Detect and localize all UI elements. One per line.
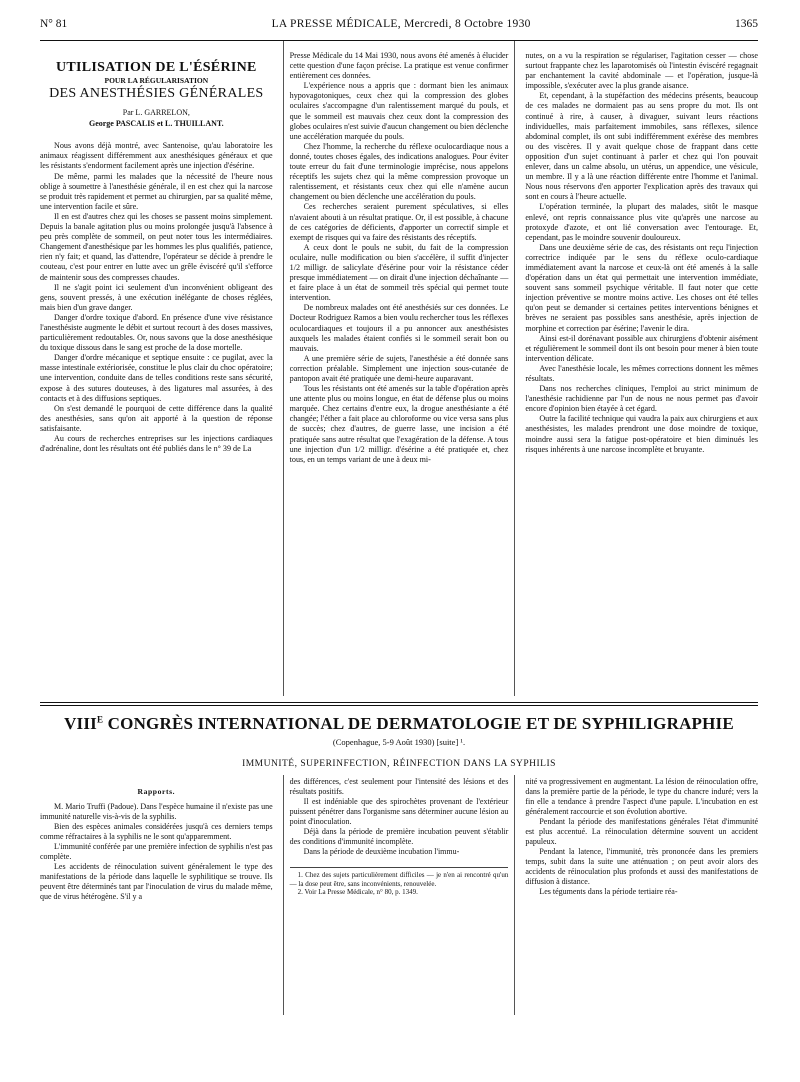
paragraph: Les accidents de réinoculation suivent généralement le type des manifestations de la période dans laquelle le syphilitique se trouve. Ils peuvent être déterminés tant par l'inoculation de virus du malade même, que de virus hétérogène. S'il y a: [40, 862, 273, 901]
paragraph: des différences, c'est seulement pour l'intensité des lésions et des résultats positifs.: [289, 777, 509, 796]
paragraph: Déjà dans la période de première incubation peuvent s'établir des conditions d'immunité incomplète.: [289, 827, 509, 846]
authors-line2: George PASCALIS et L. THUILLANT.: [88, 119, 224, 129]
congress-column-3: [525, 775, 758, 1015]
footnote: 2. Voir La Presse Médicale, n° 80, p. 1349.: [297, 888, 418, 897]
paragraph: Presse Médicale du 14 Mai 1930, nous avons été amenés à élucider cette question d'une façon précise. La pratique est venue confirmer entièrement ces données.: [289, 51, 509, 81]
article-columns: [40, 41, 758, 696]
paragraph: Au cours de recherches entreprises sur les injections cardiaques d'adrénaline, dont les résultats ont été publiés dans le n° 39 de La: [40, 434, 273, 454]
paragraph: De même, parmi les malades que la nécessité de l'heure nous oblige à soumettre à l'anesthésie générale, il en est chez qui la narcose se produit très rapidement et permet au chirurgien, par sa qualité même, une intervention facile et sûre.: [40, 171, 273, 211]
paragraph: Pendant la période des manifestations générales l'état d'immunité est plus accentué. La réinoculation détermine souvent un accident papuleux.: [525, 817, 758, 846]
paragraph: A ceux dont le pouls ne subit, du fait de la compression oculaire, nulle modification ou bien s'accélère, il suffit d'injecter 1/2 milligr. de salicylate d'ésérine pour voir la résistance céder presque immédiatement — on dirait d'une injection déchaînante — et faire place à un état de sommeil très spécial qui permet toute intervention.: [289, 242, 509, 303]
page-number: 1365: [735, 18, 758, 30]
paragraph: Danger d'ordre toxique d'abord. En présence d'une vive résistance l'anesthésiste augmente le débit et surtout recourt à des doses massives, particulièrement redoutables. Or, nous savons que la dose anesthésique du toxique dissous dans le sang est proche de la dose mortelle.: [40, 312, 273, 353]
section-rule: [40, 702, 758, 706]
section-heading: IMMUNITÉ, SUPERINFECTION, RÉINFECTION DANS LA SYPHILIS: [242, 759, 556, 769]
paragraph: L'expérience nous a appris que : dormant bien les animaux hypovagotoniques, ceux chez qui la compression des globes oculaires s'accompagne d'un ralentissement marqué du pouls, et que le sommeil est mauvais chez ceux dont la compression des globes oculaires n'est suivie d'aucun changement ou bien déclenche une accélération marquée du pouls.: [289, 81, 509, 141]
issue-number: N° 81: [40, 18, 68, 30]
paragraph: L'opération terminée, la plupart des malades, sitôt le masque enlevé, ont repris connaissance plus vite qu'après une narcose au protoxyde d'azote, et ont lié conversation avec l'entourage. Et, cependant, pas le moindre souvenir douloureux.: [525, 202, 758, 242]
congress-title: [40, 714, 758, 734]
article-column-3: [525, 41, 758, 696]
paragraph: Il est indéniable que des spirochètes provenant de l'extérieur puissent pénétrer dans l'organisme sans déterminer aucune lésion au point d'inoculation.: [289, 797, 509, 826]
article-authors: [40, 107, 273, 129]
authors-line1: Par L. GARRELON,: [122, 108, 190, 118]
congress-title-text: CONGRÈS INTERNATIONAL DE DERMATOLOGIE ET DE SYPHILIGRAPHIE: [103, 714, 734, 733]
paragraph: Et, cependant, à la stupéfaction des médecins présents, beaucoup de ces malades ne dormaient pas au sens propre du mot. Ils ont continué à rire, à causer, à divaguer, suivant leurs réactions individuelles, mais parfaitement immobiles, sans réflexes, silence abdominal complet, ils ont subi indifféremment exérèse des membres ou des viscères. Il y avait quelque chose de frappant dans cette opposition d'un sujet continuant à parler et chez qui l'on pouvait enlever, dans un calme absolu, un utérus, un appendice, une vésicule, un membre. Il y a là une réaction différente entre l'homme et l'animal. Nous nous réservons d'en apporter l'explication après des travaux qui sont en cours à l'heure actuelle.: [525, 91, 758, 202]
paragraph: On s'est demandé le pourquoi de cette différence dans la qualité des anesthésies, sans qu'on ait apporté à la question de réponse satisfaisante.: [40, 403, 273, 433]
congress-title-sup: E: [97, 714, 104, 725]
paragraph: Ces recherches seraient purement spéculatives, si elles n'avaient abouti à un résultat pratique. Or, il est possible, à chacune de ces catégories de déficients, d'apporter un correctif simple et exempt de risques qui va faire des résistants des réceptifs.: [289, 202, 509, 242]
article-column-2: [283, 41, 516, 696]
paragraph: Dans la période de deuxième incubation l'immu-: [303, 847, 460, 856]
paragraph: Pendant la latence, l'immunité, très prononcée dans les premiers temps, subit dans la suite une atténuation ; on peut avoir alors des accidents de réinoculation plus profonds et aussi des manifestations de diffusion à distance.: [525, 847, 758, 886]
paragraph: A une première série de sujets, l'anesthésie a été donnée sans correction préalable. Simplement une injection sous-cutanée de pantopon avait été pratiquée une demi-heure auparavant.: [289, 353, 509, 383]
page-header: [40, 18, 758, 38]
paragraph: Dans une deuxième série de cas, des résistants ont reçu l'injection correctrice indiquée par le sens du réflexe oculo-cardiaque immédiatement avant la narcose et ceux-là ont été amenés à la salle d'opération dans un état qui permettait une intervention immédiate, souvent sans sommeil psychique véritable. Il faut noter que cette injection préventive se montre moins active. Les choses ont été telles qu'on peut se demander si certaines petites interventions bénignes et brèves ne seraient pas possibles sans anesthésie, après injection de morphine et correction par ésérine; l'avenir le dira.: [525, 242, 758, 333]
paragraph: Nous avons déjà montré, avec Santenoise, qu'au laboratoire les animaux réagissent différemment aux anesthésiques généraux et que les résistants s'endorment facilement après une injection d'ésérine.: [40, 141, 273, 171]
paragraph: Ainsi est-il dorénavant possible aux chirurgiens d'obtenir aisément et régulièrement le sommeil dont ils ont besoin pour mener à bien toute intervention délicate.: [525, 333, 758, 363]
article-title-line1: UTILISATION DE L'ÉSÉRINE: [55, 60, 257, 75]
paragraph: Danger d'ordre mécanique et septique ensuite : ce pugilat, avec la masse intestinale extériorisée, constitue le plus clair du choc opératoire; une intervention, conduite dans de telles conditions reste sans sécurité, expose à des sutures douteuses, à des ligatures mal assurées, à des contacts et à des diffusions septiques.: [40, 353, 273, 403]
paragraph: De nombreux malades ont été anesthésiés sur ces données. Le Docteur Rodriguez Ramos a bien voulu rechercher tous les réflexes oculocardiaques et toujours il a pu annoncer aux anesthésistes auxquels les malades étaient confiés si le sommeil serait bon ou mauvais.: [289, 303, 509, 353]
article-title-line2: POUR LA RÉGULARISATION: [104, 76, 209, 86]
congress-subtitle: (Copenhague, 5-9 Août 1930) [suite] ¹.: [332, 737, 466, 747]
footnote: 1. Chez des sujets particulièrement difficiles — je n'en ai rencontré qu'un — la dose peut être, sans inconvénients, renouvelée.: [289, 871, 509, 888]
congress-columns: [40, 775, 758, 1015]
rapports-heading: Rapports.: [137, 787, 176, 796]
footnotes: [290, 867, 509, 897]
paragraph: Avec l'anesthésie locale, les mêmes corrections donnent les mêmes résultats.: [525, 363, 758, 383]
congress-column-1: [40, 775, 273, 1015]
paragraph: Dans nos recherches cliniques, l'emploi au strict minimum de l'anesthésie rachidienne par l'un de nous ne nous permet pas d'avoir encore d'opinion bien étayée à cet égard.: [525, 384, 758, 414]
article-column-1: [40, 41, 273, 696]
paragraph: nité va progressivement en augmentant. La lésion de réinoculation offre, dans la première partie de la période, le type du chancre induré; vers la fin elle a tendance à prendre l'aspect d'une papule. L'incubation en est généralement raccourcie et son évolution abortive.: [525, 777, 758, 816]
paragraph: M. Mario Truffi (Padoue). Dans l'espèce humaine il n'existe pas une immunité naturelle vis-à-vis de la syphilis.: [40, 802, 273, 821]
paragraph: Outre la facilité technique qui vaudra la paix aux chirurgiens et aux anesthésistes, les malades prendront une dose moindre de toxique, moindre aussi sera la fatigue post-opératoire et bien diminués les risques inhérents à une narcose incomplète et bruyante.: [525, 414, 758, 454]
paragraph: L'immunité conférée par une première infection de syphilis n'est pas complète.: [40, 842, 273, 861]
paragraph: Bien des espèces animales considérées jusqu'à ces derniers temps comme réfractaires à la syphilis ne le sont qu'apparemment.: [40, 822, 273, 841]
congress-title-ordinal: VIII: [64, 714, 98, 733]
article-title: [40, 60, 273, 102]
paragraph: Chez l'homme, la recherche du réflexe oculocardiaque nous a donné, toutes choses égales, des indications analogues. Pour éviter toute erreur du fait d'une terminologie imprécise, nous appelons réceptifs les sujets chez qui la même compression provoque un ralentissement, et résistants ceux chez qui elle n'amène aucun changement ou bien déclenche une accélération du pouls.: [289, 141, 509, 202]
paragraph: Tous les résistants ont été amenés sur la table d'opération après une attente plus ou moins longue, en état de défense plus ou moins marquée. Chez certains d'entre eux, la drogue anesthésiante a été changée; l'éther a fait place au chloroforme ou vice versa sans plus de succès; chez d'autres, de guerre lasse, une incision a été pratiquée sans autre résultat que l'exagération de la défense. A tous une injection d'un 1/2 milligr. d'ésérine a été pratiquée et, chez tous, en un temps variant de une à deux mi-: [289, 384, 509, 464]
paragraph: Il ne s'agit point ici seulement d'un inconvénient obligeant des gens, souvent pressés, à une exécution inélégante de choses réglées, mais bien d'un grave danger.: [40, 282, 273, 312]
paragraph: Il en est d'autres chez qui les choses se passent moins simplement. Depuis la banale agitation plus ou moins prolongée jusqu'à l'absence à peu près complète de sommeil, on peut noter tous les intermédiaires. Changement d'anesthésique par les hommes les plus qualifiés, patience, rien n'y fait; et quand, las d'attendre, l'opérateur se décide à prendre le couteau, c'est pour entrer en lutte avec un grêle éviscéré qu'il s'efforce de maintenir sous des compresses chaudes.: [40, 211, 273, 282]
congress-column-2: [283, 775, 516, 1015]
journal-title: LA PRESSE MÉDICALE, Mercredi, 8 Octobre 1930: [271, 18, 531, 30]
paragraph: nutes, on a vu la respiration se régulariser, l'agitation cesser — chose surtout frappante chez les laparotomisés où l'intestin éviscéré regagnait par enchantement la cavité abdominale — et l'opération, jusque-là impossible, s'exécuter avec la plus grande aisance.: [525, 51, 758, 91]
article-title-line3: DES ANESTHÉSIES GÉNÉRALES: [49, 86, 264, 102]
article-col1-body: [40, 141, 273, 454]
paragraph: Les téguments dans la période tertiaire réa-: [539, 887, 678, 896]
